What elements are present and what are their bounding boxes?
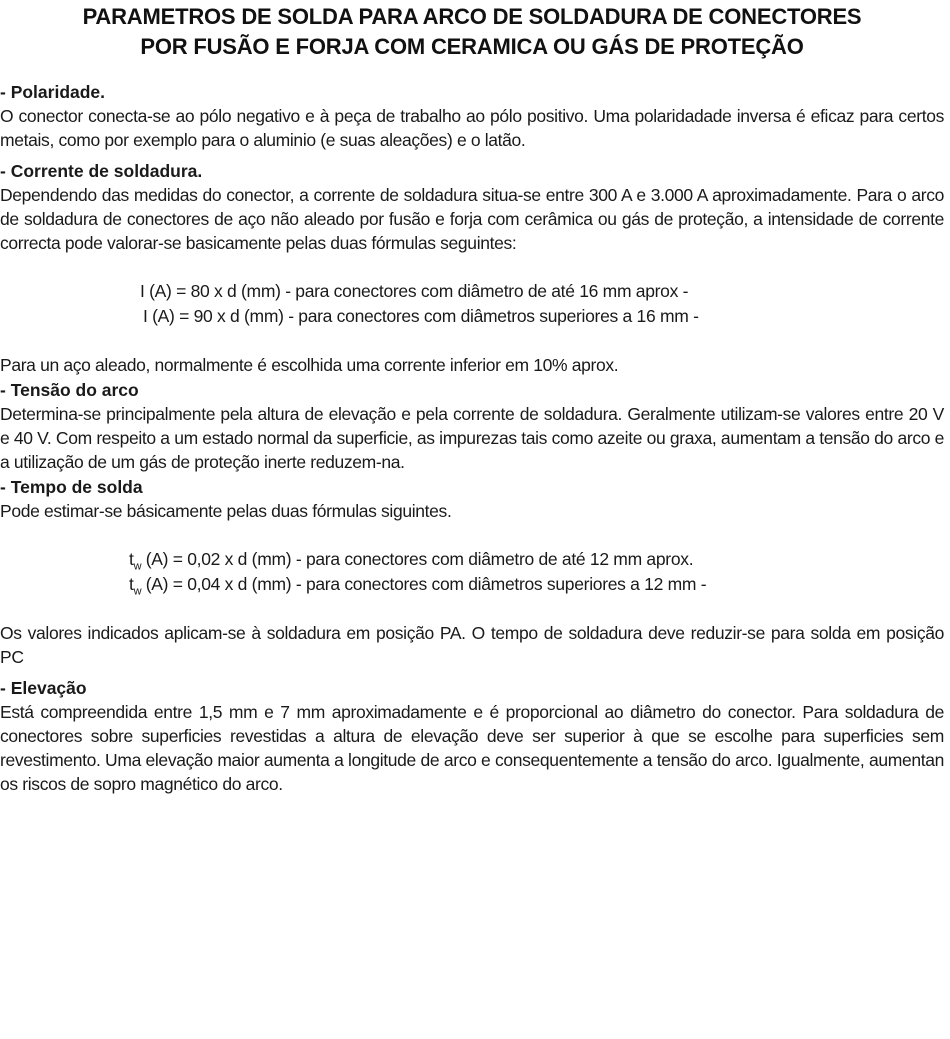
text-tensao: Determina-se principalmente pela altura de elevação e pela corrente de soldadura. Geralmente utilizam-se valores entre 20 V e 40 V. Com respeito a um estado normal da superficie, as impurezas tais como azeite ou graxa, aumentam a tensão do arco e a utilização de um gás de proteção inerte reduzem-na. (0, 403, 944, 473)
text-elevacao: Está compreendida entre 1,5 mm e 7 mm aproximadamente e é proporcional ao diâmetro do conector. Para soldadura de conectores sobre superficies revestidas a altura de elevação deve ser superior à que se escolhe para superficies sem revestimento. Uma elevação maior aumenta a longitude de arco e consequentemente a tensão do arco. Igualmente, aumentan os riscos de sopro magnético do arco. (0, 701, 944, 795)
heading-tempo: - Tempo de solda (0, 476, 143, 497)
heading-elevacao: - Elevação (0, 677, 87, 698)
text-polaridade: O conector conecta-se ao pólo negativo e à peça de trabalho ao pólo positivo. Uma polaridadade inversa é eficaz para certos metais, como por exemplo para o aluminio (e suas aleações) e o latão. (0, 106, 944, 151)
formula-tempo-1-text: (A) = 0,02 x d (mm) - para conectores com diâmetro de até 12 mm aprox. (141, 548, 694, 569)
note-corrente: Para un aço aleado, normalmente é escolhida uma corrente inferior em 10% aprox. (0, 355, 619, 376)
text-tempo: Pode estimar-se básicamente pelas duas fórmulas siguintes. (0, 500, 452, 521)
section-elevacao (0, 676, 944, 797)
formula-tempo-2-text: (A) = 0,04 x d (mm) - para conectores com diâmetros superiores a 12 mm - (141, 573, 707, 594)
formula-tempo-2-symbol: t (129, 573, 134, 594)
section-tensao (0, 378, 944, 475)
formulas-tempo (0, 547, 944, 597)
formula-corrente-2: I (A) = 90 x d (mm) - para conectores com diâmetros superiores a 16 mm - (143, 306, 699, 327)
formula-tempo-1-subscript: w (133, 560, 142, 573)
formula-corrente-1: I (A) = 80 x d (mm) - para conectores com diâmetro de até 16 mm aprox - (140, 281, 689, 302)
page-title (0, 2, 944, 62)
formula-tempo-1-symbol: t (129, 548, 134, 569)
heading-tensao: - Tensão do arco (0, 379, 139, 400)
section-corrente (0, 159, 944, 378)
formula-tempo-2 (129, 572, 944, 597)
title-line-2: POR FUSÃO E FORJA COM CERAMICA OU GÁS DE PROTEÇÃO (140, 34, 804, 59)
title-line-1: PARAMETROS DE SOLDA PARA ARCO DE SOLDADURA DE CONECTORES (82, 4, 862, 29)
text-corrente: Dependendo das medidas do conector, a corrente de soldadura situa-se entre 300 A e 3.000 A aproximadamente. Para o arco de soldadura de conectores de aço não aleado por fusão e forja com cerâmica ou gás de proteção, a intensidade de corrente correcta pode valorar-se basicamente pelas duas fórmulas seguintes: (0, 184, 944, 254)
section-polaridade (0, 80, 944, 153)
note-tempo: Os valores indicados aplicam-se à soldadura em posição PA. O tempo de soldadura deve reduzir-se para solda em posição PC (0, 622, 944, 668)
formula-tempo-1 (129, 547, 944, 572)
section-tempo (0, 475, 944, 670)
heading-polaridade: - Polaridade. (0, 82, 106, 102)
formula-tempo-2-subscript: w (133, 585, 142, 598)
formulas-corrente (0, 279, 944, 329)
heading-corrente: - Corrente de soldadura. (0, 160, 203, 181)
